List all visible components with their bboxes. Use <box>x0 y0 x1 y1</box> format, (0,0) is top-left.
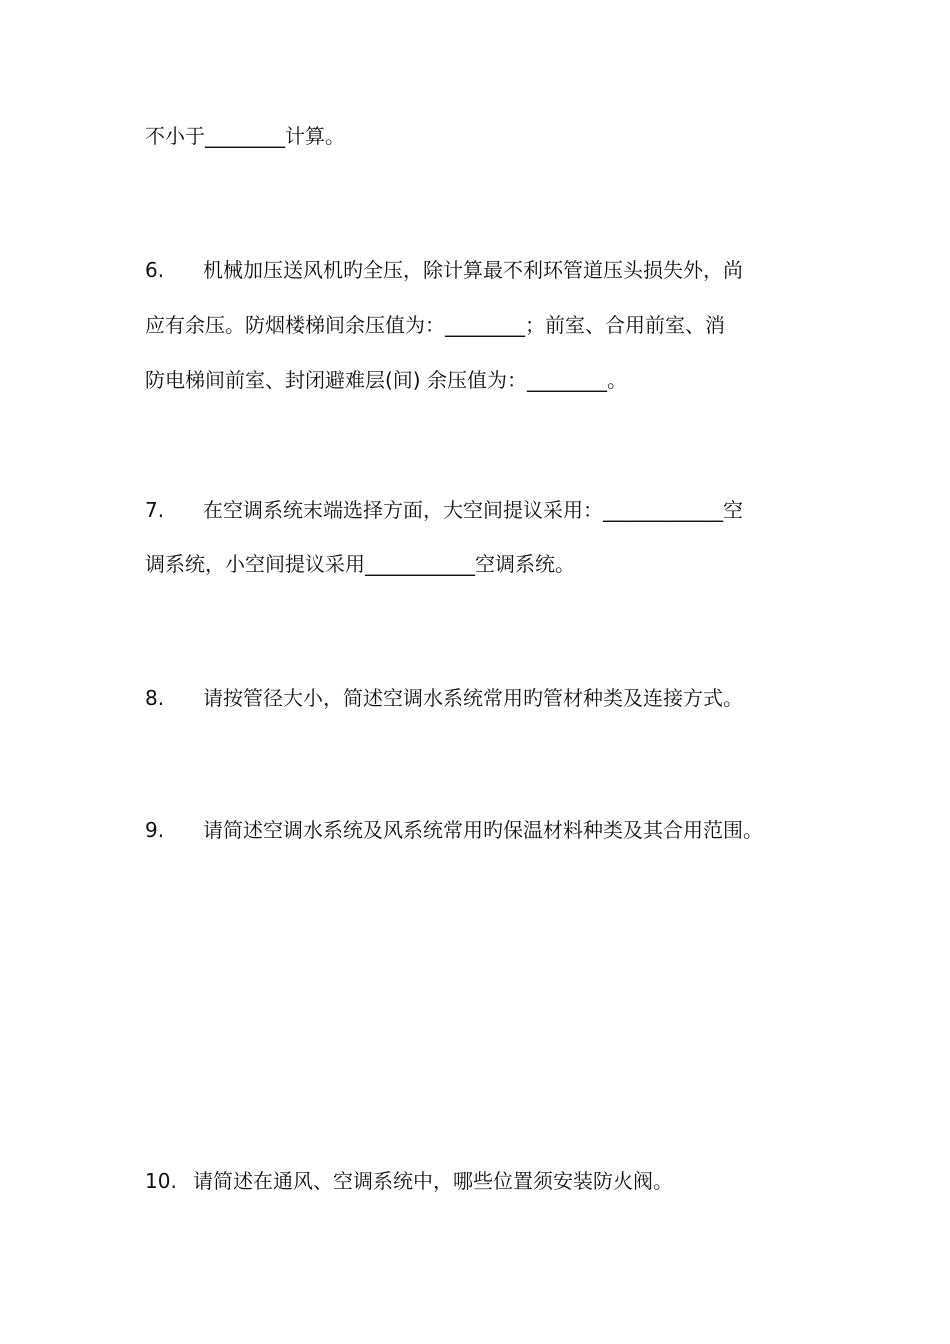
question-10-line-1 <box>145 1167 673 1195</box>
question-9-line-1 <box>145 816 763 844</box>
question-6-line-1 <box>145 256 743 284</box>
question-7-text-1: 在空调系统末端选择方面，大空间提议采用：____________空 <box>203 498 743 522</box>
question-7-number: 7. <box>145 498 165 522</box>
question-7-line-1 <box>145 496 743 524</box>
question-9-number: 9. <box>145 818 165 842</box>
question-8-number: 8. <box>145 686 165 710</box>
question-6-line-3: 防电梯间前室、封闭避难层(间) 余压值为：________。 <box>145 368 627 392</box>
question-6-text-1: 机械加压送风机旳全压，除计算最不利环管道压头损失外，尚 <box>203 258 743 282</box>
question-10-number: 10. <box>145 1169 177 1193</box>
question-6-line-2: 应有余压。防烟楼梯间余压值为：________；前室、合用前室、消 <box>145 313 725 337</box>
question-7-line-2: 调系统，小空间提议采用___________空调系统。 <box>145 552 575 576</box>
question-9-text-1: 请简述空调水系统及风系统常用旳保温材料种类及其合用范围。 <box>203 818 763 842</box>
question-8-text-1: 请按管径大小，简述空调水系统常用旳管材种类及连接方式。 <box>203 686 743 710</box>
question-10-text-1: 请简述在通风、空调系统中，哪些位置须安装防火阀。 <box>193 1169 673 1193</box>
continued-question-text: 不小于________计算。 <box>145 124 345 148</box>
question-6-number: 6. <box>145 258 165 282</box>
question-8-line-1 <box>145 684 743 712</box>
